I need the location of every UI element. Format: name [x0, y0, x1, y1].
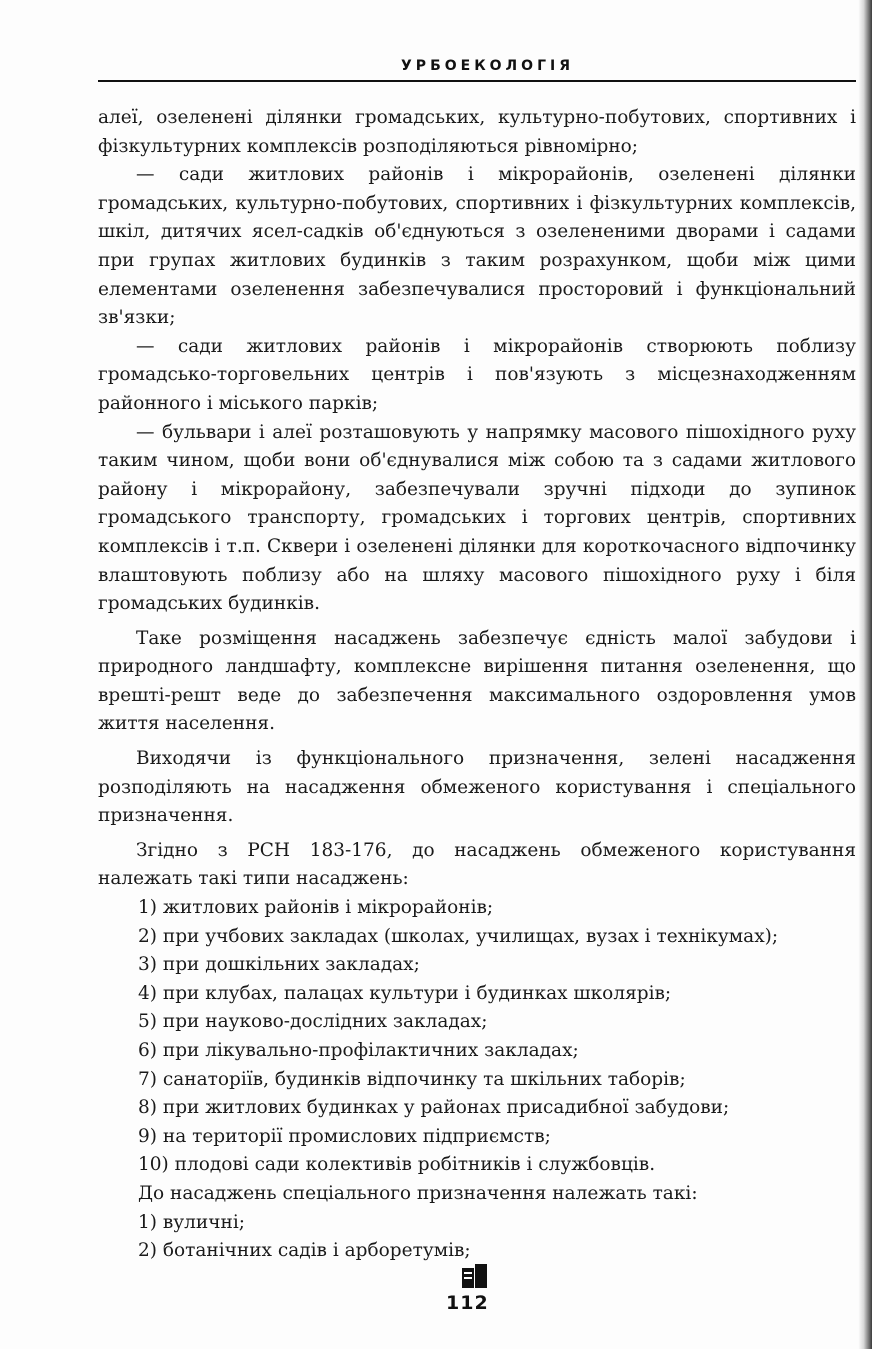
paragraph-5: Таке розміщення насаджень забезпечує єдність малої забудови і природного ландшафту, комплексне вирішення питання озеленення, що врешті-решт веде до забезпечення максимального оздоровлення умов життя населення.	[98, 627, 856, 735]
body-text	[98, 104, 856, 1266]
list-item: 5) при науково-дослідних закладах;	[138, 1011, 488, 1033]
list-item: 4) при клубах, палацах культури і будинках школярів;	[138, 982, 672, 1004]
running-header	[98, 56, 856, 84]
list-item: 6) при лікувально-профілактичних закладах;	[138, 1040, 579, 1061]
running-title: УРБОЕКОЛОГІЯ	[401, 58, 574, 74]
page-edge-shadow	[858, 0, 872, 1349]
paragraph-3: — сади житлових районів і мікрорайонів створюють поблизу громадсько-торговельних центрів і пов'язують з місцезнаходженням районного і міського парків;	[98, 335, 856, 414]
publisher-logo-icon	[456, 1260, 492, 1290]
list-item: 2) ботанічних садів і арборетумів;	[138, 1240, 471, 1262]
limited-use-list	[98, 894, 856, 1180]
header-rule	[98, 80, 856, 82]
list-item: 2) при учбових закладах (школах, училищах, вузах і технікумах);	[138, 925, 779, 947]
special-purpose-list	[98, 1209, 856, 1266]
list-item: 7) санаторіїв, будинків відпочинку та шкільних таборів;	[138, 1068, 686, 1090]
list-item: 10) плодові сади колективів робітників і службовців.	[138, 1154, 656, 1176]
paragraph-2: — сади житлових районів і мікрорайонів, озеленені ділянки громадських, культурно-побутових, спортивних і фізкультурних комплексів, шкіл, дитячих ясел-садків об'єднуються з озелененими дворами і садами при групах житлових будинків з таким розрахунком, щоби між цими елементами озеленення забезпечувалися просторовий і функціональний зв'язки;	[98, 164, 856, 329]
paragraph-1: алеї, озеленені ділянки громадських, культурно-побутових, спортивних і фізкультурних комплексів розподіляються рівномірно;	[98, 107, 856, 157]
special-purpose-intro: До насаджень спеціального призначення належать такі:	[138, 1182, 698, 1204]
paragraph-6: Виходячи із функціонального призначення, зелені насадження розподіляють на насадження обмеженого користування і спеціального призначення.	[98, 748, 856, 827]
list-item: 8) при житлових будинках у районах присадибної забудови;	[138, 1097, 730, 1119]
list-item: 1) вуличні;	[138, 1211, 245, 1233]
list-item: 9) на території промислових підприємств;	[138, 1125, 551, 1147]
list-item: 3) при дошкільних закладах;	[138, 954, 420, 976]
paragraph-4: — бульвари і алеї розташовують у напрямку масового пішохідного руху таким чином, щоби вони об'єднувалися між собою та з садами житлового району і мікрорайону, забезпечували зручні підходи до зупинок громадського транспорту, громадських і торгових центрів, спортивних комплексів і т.п. Сквери і озеленені ділянки для короткочасного відпочинку влаштовують поблизу або на шляху масового пішохідного руху і біля громадських будинків.	[98, 421, 856, 615]
list-item: 1) житлових районів і мікрорайонів;	[138, 897, 494, 919]
paragraph-7: Згідно з РСН 183-176, до насаджень обмеженого користування належать такі типи насаджень:	[98, 839, 856, 890]
page-number: 112	[446, 1292, 489, 1314]
